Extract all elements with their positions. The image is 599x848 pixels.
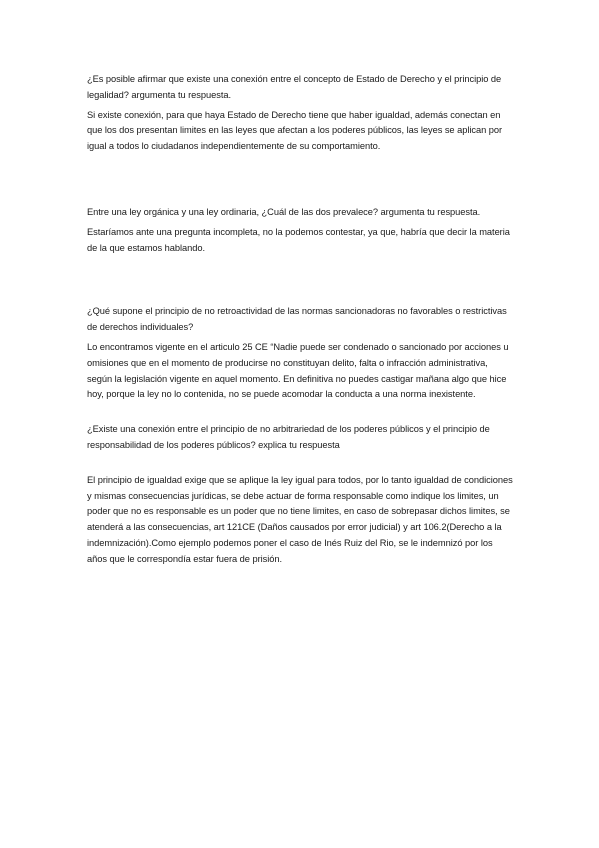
answer-2: Estaríamos ante una pregunta incompleta, no la podemos contestar, ya que, habría que decir la materia de la que estamos hablando. <box>87 226 510 253</box>
answer-4: El principio de igualdad exige que se aplique la ley igual para todos, por lo tanto igualdad de condiciones y mismas consecuencias jurídicas, se debe actuar de forma responsable como indique los limites, un poder que no es responsable es un poder que no tiene limites, en caso de sobrepasar dichos limites, se atenderá a las consecuencias, art 121CE (Daños causados por error judicial) y art 106.2(Derecho a la indemnización).Como ejemplo podemos poner el caso de Inés Ruiz del Rio, se le indemnizó por los años que le correspondía estar fuera de prisión. <box>87 474 513 564</box>
question-2: Entre una ley orgánica y una ley ordinaria, ¿Cuál de las dos prevalece? argumenta tu respuesta. <box>87 206 481 217</box>
answer-1: Si existe conexión, para que haya Estado de Derecho tiene que haber igualdad, además conectan en que los dos presentan limites en las leyes que afectan a los poderes públicos, las leyes se aplican por igual a todos lo ciudadanos independientemente de su comportamiento. <box>87 109 503 152</box>
question-3: ¿Qué supone el principio de no retroactividad de las normas sancionadoras no favorables o restrictivas de derechos individuales? <box>87 306 507 333</box>
answer-3: Lo encontramos vigente en el articulo 25 CE “Nadie puede ser condenado o sancionado por acciones u omisiones que en el momento de producirse no constituyan delito, falta o infracción administrativa, según la legislación vigente en aquel momento. En definitiva no puedes castigar mañana algo que hice hoy, porque la ley no lo contenida, no se puede acomodar la conducta a una norma inexistente. <box>87 341 509 400</box>
question-4: ¿Existe una conexión entre el principio de no arbitrariedad de los poderes públicos y el principio de responsabilidad de los poderes públicos? explica tu respuesta <box>87 424 490 450</box>
document-body <box>87 72 515 568</box>
question-1: ¿Es posible afirmar que existe una conexión entre el concepto de Estado de Derecho y el principio de legalidad? argumenta tu respuesta. <box>87 74 502 100</box>
